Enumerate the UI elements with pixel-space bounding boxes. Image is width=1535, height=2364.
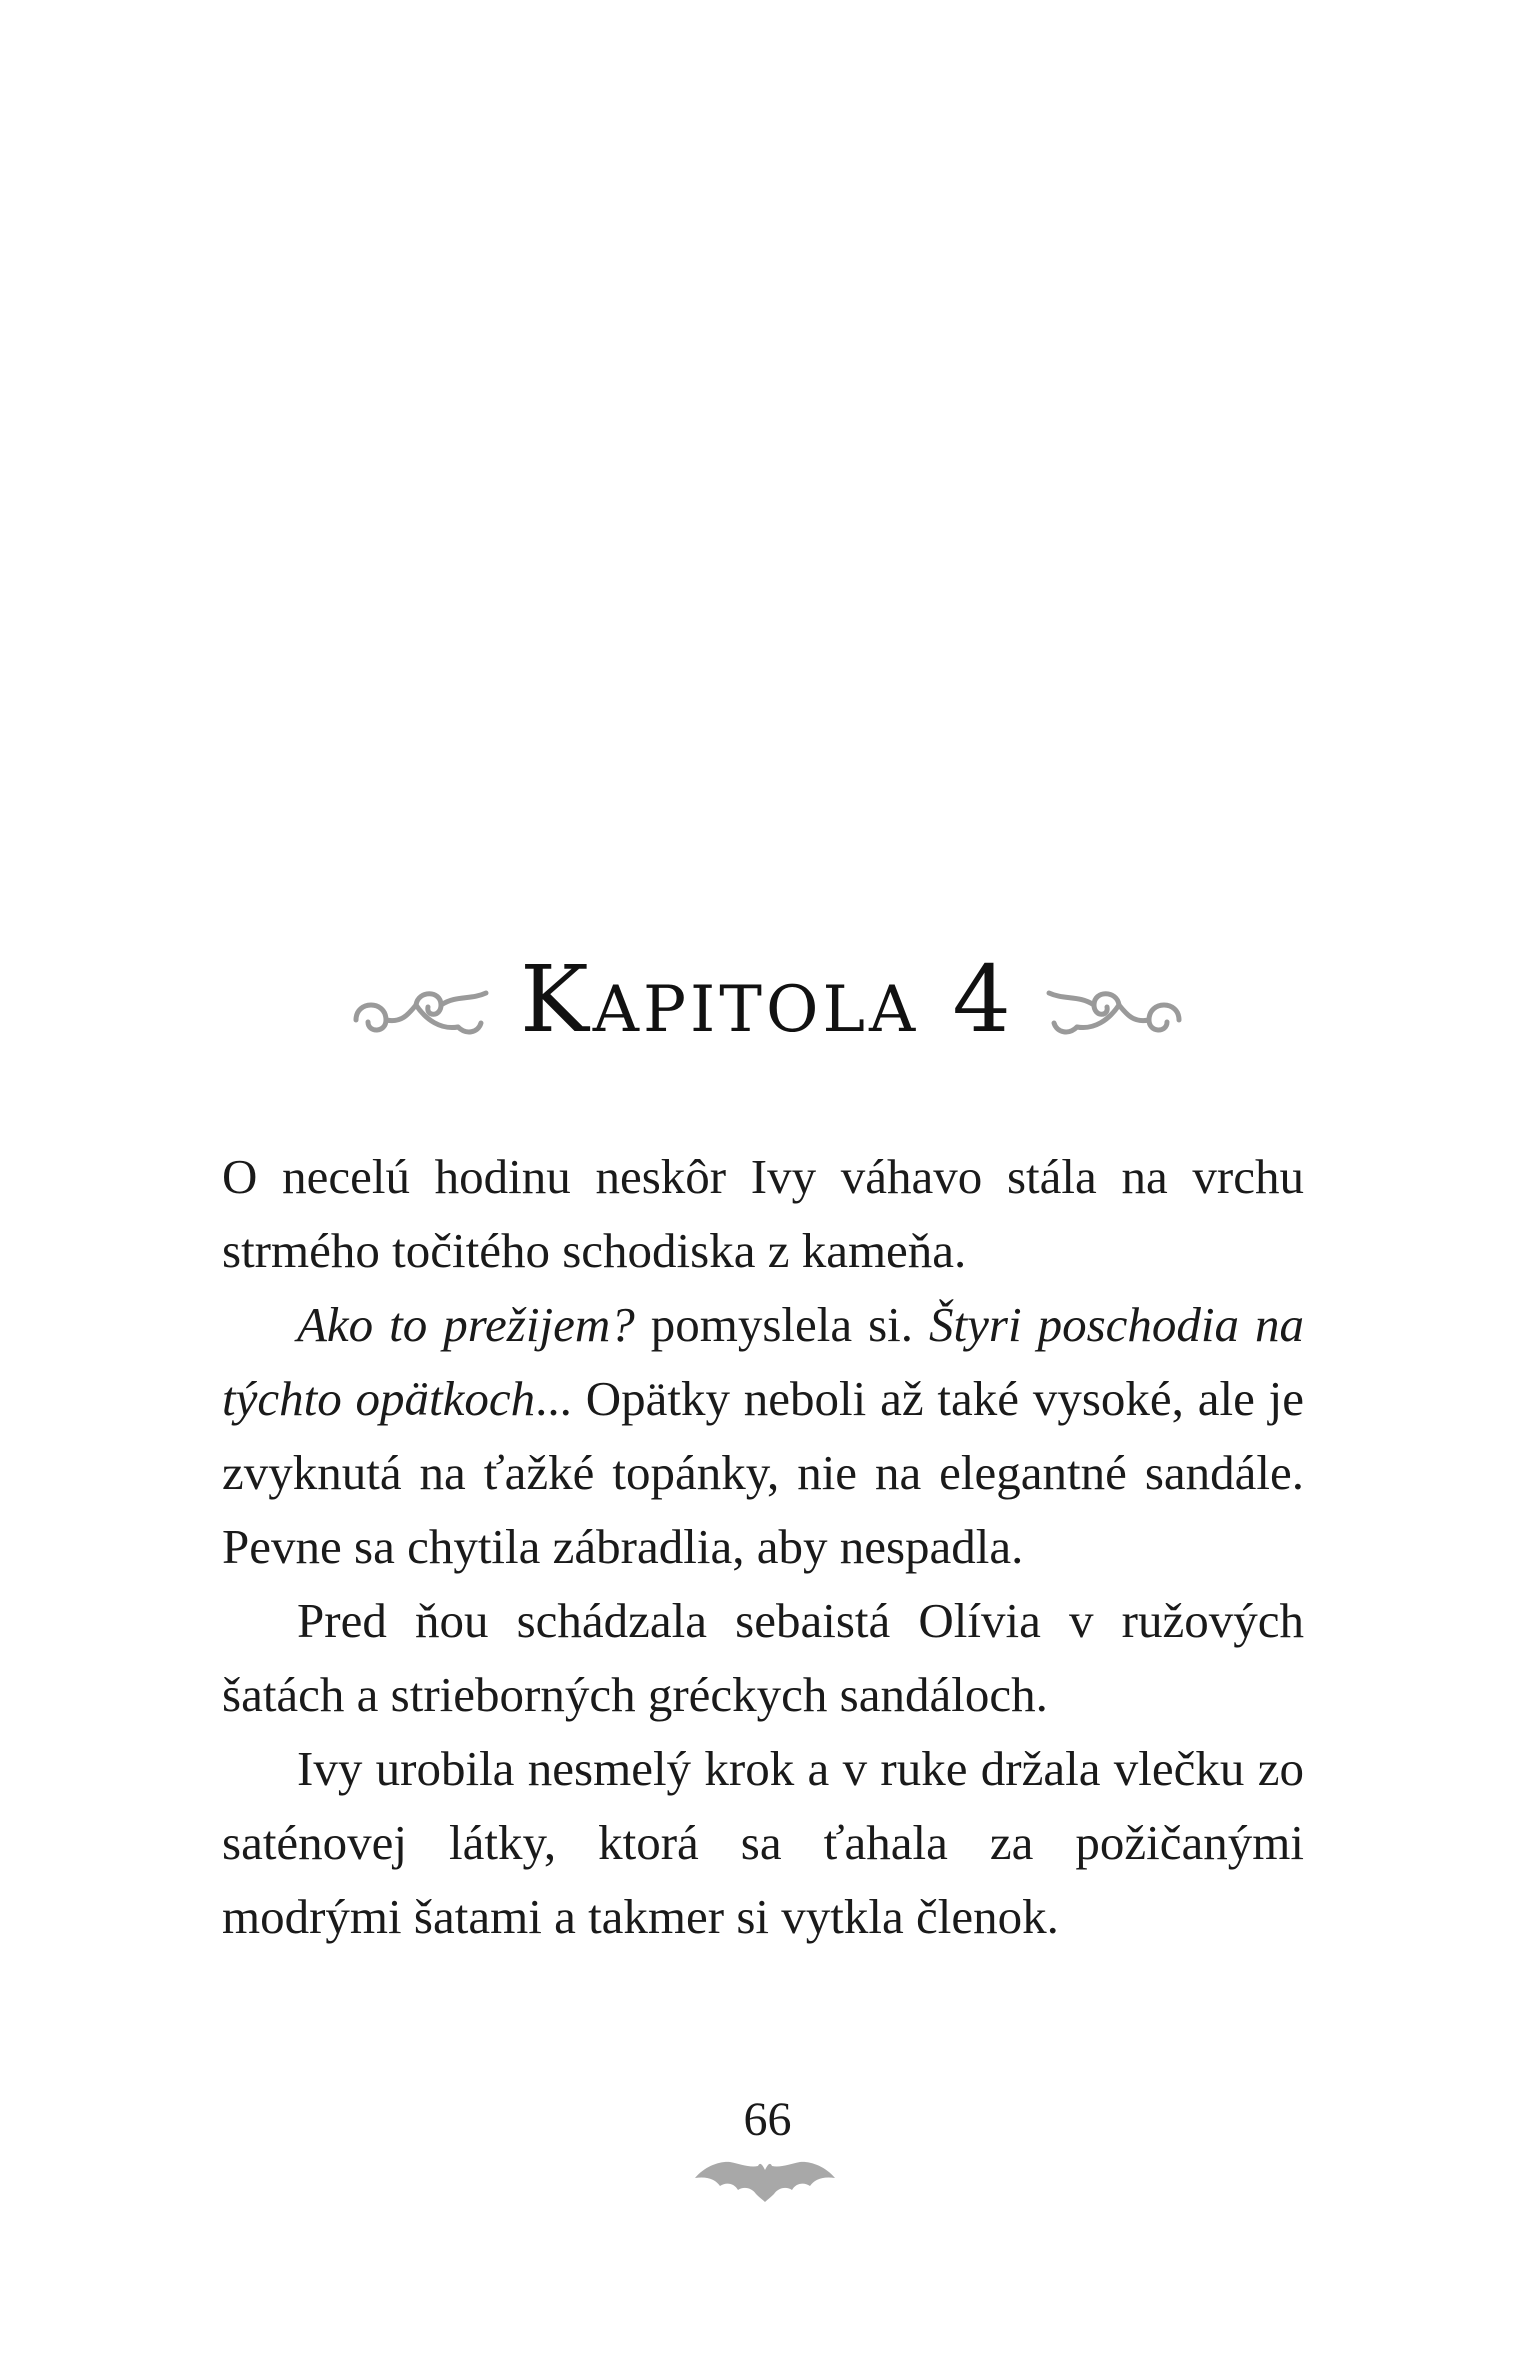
paragraph-3 bbox=[222, 1584, 1304, 1732]
italic-segment: Štyri poschodia na týchto opätkoch bbox=[222, 1297, 1305, 1426]
italic-segment: Ako to prežijem? bbox=[297, 1297, 635, 1352]
text-segment: Pred ňou schádzala sebaistá Olívia v ružových šatách a strieborných gréckych sandáloch. bbox=[222, 1593, 1304, 1722]
chapter-title: Kapitola 4 bbox=[520, 946, 1015, 1053]
paragraph-2 bbox=[222, 1288, 1304, 1584]
text-segment: O necelú hodinu neskôr Ivy váhavo stála na vrchu strmého točitého schodiska z kameňa. bbox=[222, 1149, 1304, 1278]
flourish-left-icon bbox=[346, 975, 496, 1045]
page-number: 66 bbox=[743, 2093, 792, 2146]
text-segment: pomyslela si. bbox=[634, 1297, 930, 1352]
text-segment: ... Opätky neboli až také vysoké, ale je zvyknutá na ťažké topánky, nie na elegantné sandále. Pevne sa chytila zábradlia, aby nespadla. bbox=[222, 1371, 1304, 1574]
paragraph-1 bbox=[222, 1140, 1304, 1288]
bat-icon bbox=[690, 2152, 840, 2212]
flourish-right-icon bbox=[1039, 975, 1189, 1045]
paragraph-4 bbox=[222, 1732, 1304, 1954]
chapter-body bbox=[222, 1140, 1304, 1954]
text-segment: Ivy urobila nesmelý krok a v ruke držala vlečku zo saténovej látky, ktorá sa ťahala za požičanými modrými šatami a takmer si vytkla členok. bbox=[222, 1741, 1304, 1944]
chapter-heading bbox=[0, 935, 1535, 1065]
